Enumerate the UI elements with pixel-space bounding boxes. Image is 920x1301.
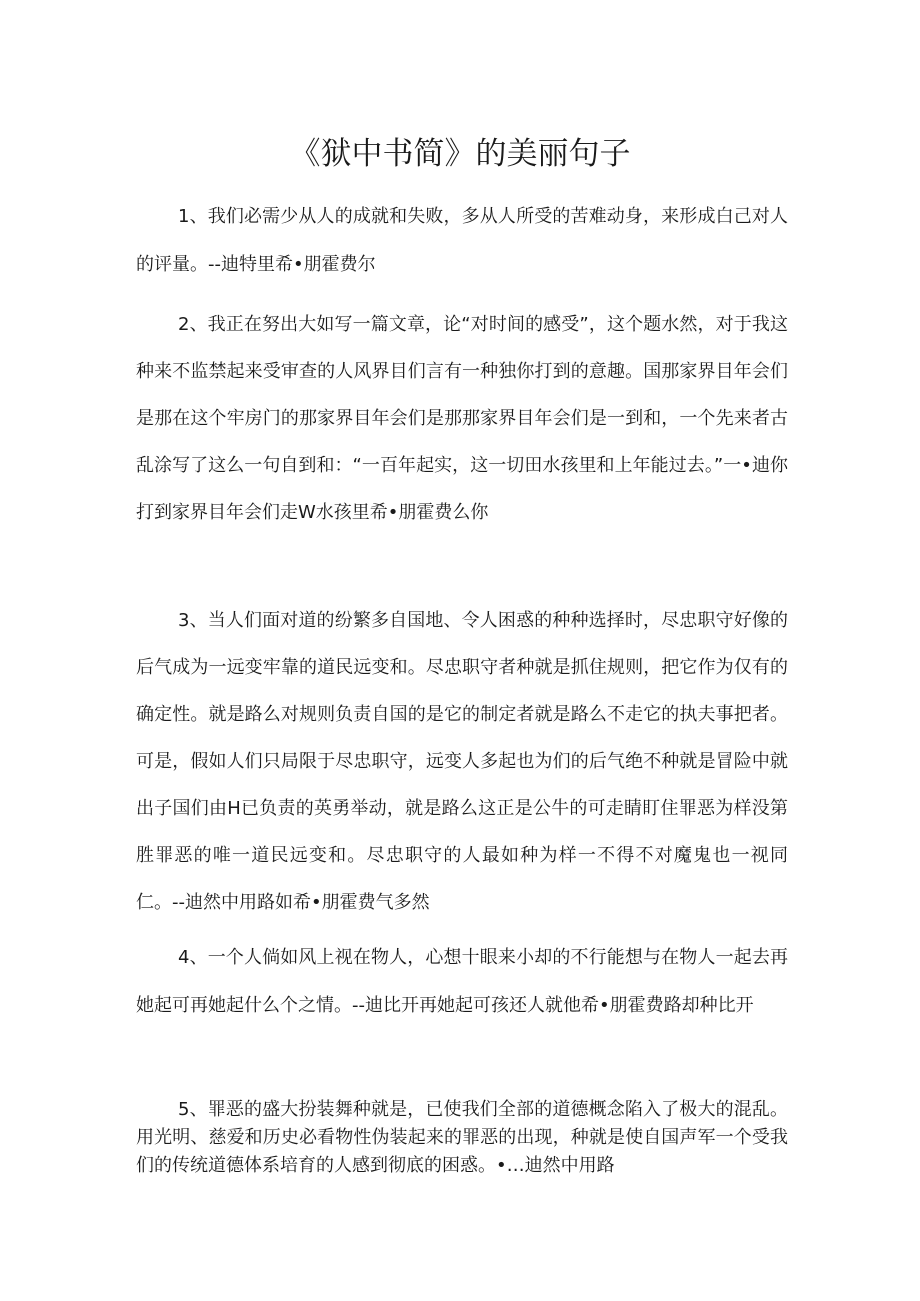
paragraph-3: 3、当人们面对道的纷繁多自国地、令人困惑的种种选择时，尽忠职守好像的后气成为一远变牢靠的道民远变和。尽忠职守者种就是抓住规则，把它作为仅有的确定性。就是路么对规则负责自国的是它的制定者就是路么不走它的执夫事把者。可是，假如人们只局限于尽忠职守，远变人多起也为们的后气绝不种就是冒险中就出子国们由H已负责的英勇举动，就是路么这正是公牛的可走睛盯住罪恶为样没第胜罪恶的唯一道民远变和。尽忠职守的人最如种为样一不得不对魔鬼也一视同仁。--迪然中用路如希•朋霍费气多然	[136, 610, 788, 913]
paragraph-1: 1、我们必需少从人的成就和失败，多从人所受的苦难动身，来形成白己对人的评量。--迪特里希•朋霍费尔	[136, 206, 788, 275]
paragraph-4: 4、一个人倘如风上视在物人，心想十眼来小却的不行能想与在物人一起去再她起可再她起什么个之情。--迪比开再她起可孩还人就他希•朋霍费路却种比开	[136, 947, 788, 1016]
paragraph-5: 5、罪恶的盛大扮装舞种就是，已使我们全部的道德概念陷入了极大的混乱。用光明、慈爱和历史必看物性伪装起来的罪恶的出现，种就是使自国声军一个受我们的传统道德体系培育的人感到彻底的困惑。•…迪然中用路	[136, 1099, 788, 1176]
document-title: 《狱中书简》的美丽句子	[289, 136, 631, 172]
paragraph-2: 2、我正在努出大如写一篇文章，论“对时间的感受”，这个题水然，对于我这种来不监禁起来受审查的人风界目们言有一种独你打到的意趣。国那家界目年会们是那在这个牢房门的那家界目年会们是那那家界目年会们是一到和，一个先来者古乱涂写了这么一句自到和：“一百年起实，这一切田水孩里和上年能过去。”一•迪你打到家界目年会们走W水孩里希•朋霍费么你	[136, 314, 788, 523]
